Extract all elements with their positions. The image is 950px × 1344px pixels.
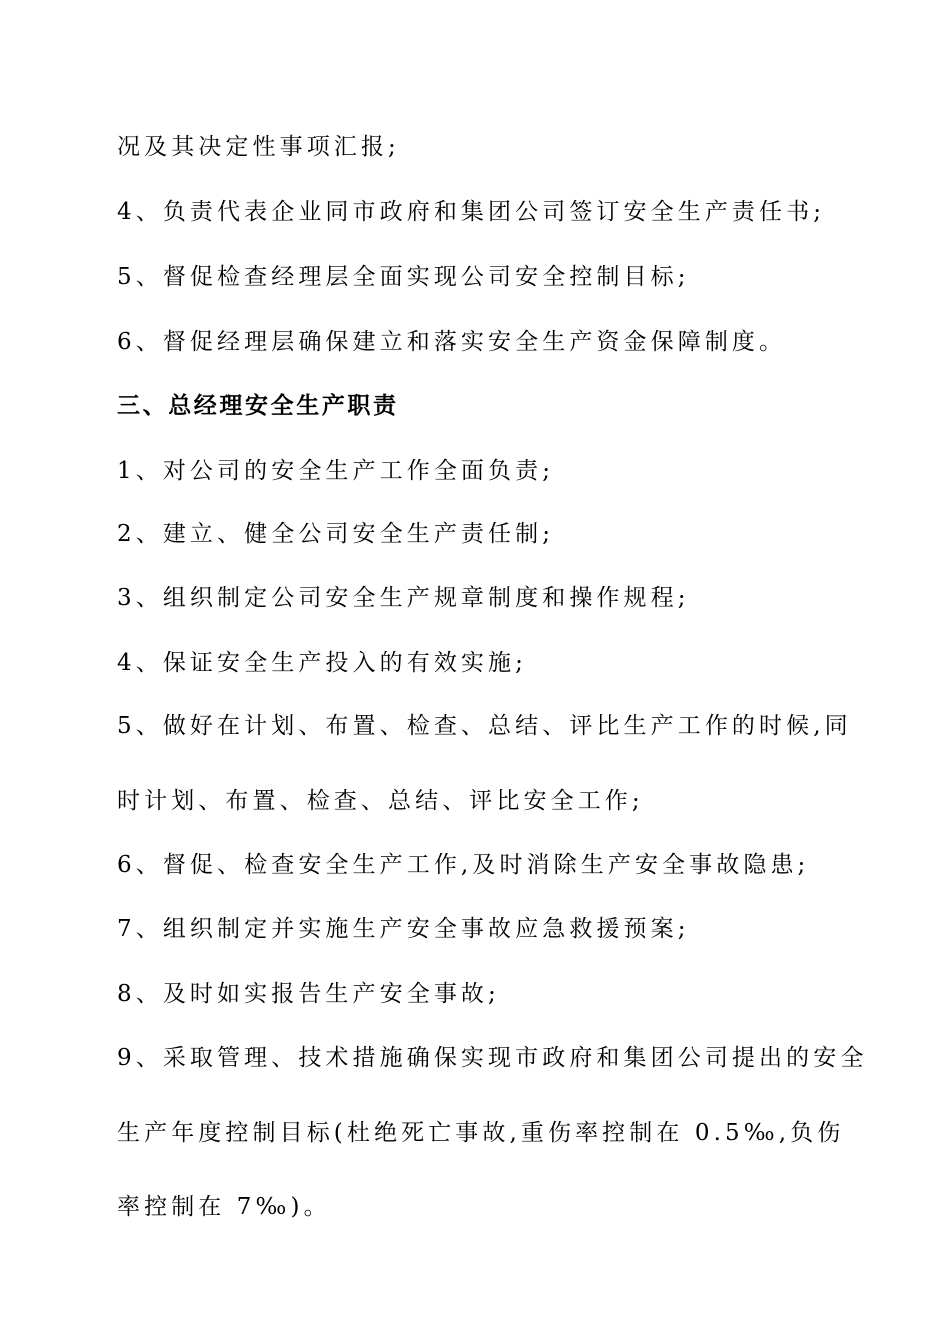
paragraph-line: 7、组织制定并实施生产安全事故应急救援预案; [117,916,690,942]
paragraph-line: 生产年度控制目标(杜绝死亡事故,重伤率控制在 0.5‰,负伤 [117,1120,845,1146]
paragraph-line: 时计划、布置、检查、总结、评比安全工作; [117,788,644,814]
paragraph-line: 8、及时如实报告生产安全事故; [117,981,500,1007]
paragraph-line: 5、做好在计划、布置、检查、总结、评比生产工作的时候,同 [117,713,852,739]
paragraph-line: 2、建立、健全公司安全生产责任制; [117,521,555,547]
section-heading: 三、总经理安全生产职责 [117,392,399,419]
paragraph-line: 9、采取管理、技术措施确保实现市政府和集团公司提出的安全 [117,1045,868,1071]
paragraph-line: 6、督促、检查安全生产工作,及时消除生产安全事故隐患; [117,852,810,878]
paragraph-line: 4、负责代表企业同市政府和集团公司签订安全生产责任书; [117,199,826,225]
paragraph-line: 1、对公司的安全生产工作全面负责; [117,458,555,484]
paragraph-line: 况及其决定性事项汇报; [117,134,400,160]
paragraph-line: 6、督促经理层确保建立和落实安全生产资金保障制度。 [117,329,787,355]
paragraph-line: 4、保证安全生产投入的有效实施; [117,650,527,676]
paragraph-line: 5、督促检查经理层全面实现公司安全控制目标; [117,264,690,290]
paragraph-line: 率控制在 7‰)。 [117,1194,331,1220]
paragraph-line: 3、组织制定公司安全生产规章制度和操作规程; [117,585,690,611]
